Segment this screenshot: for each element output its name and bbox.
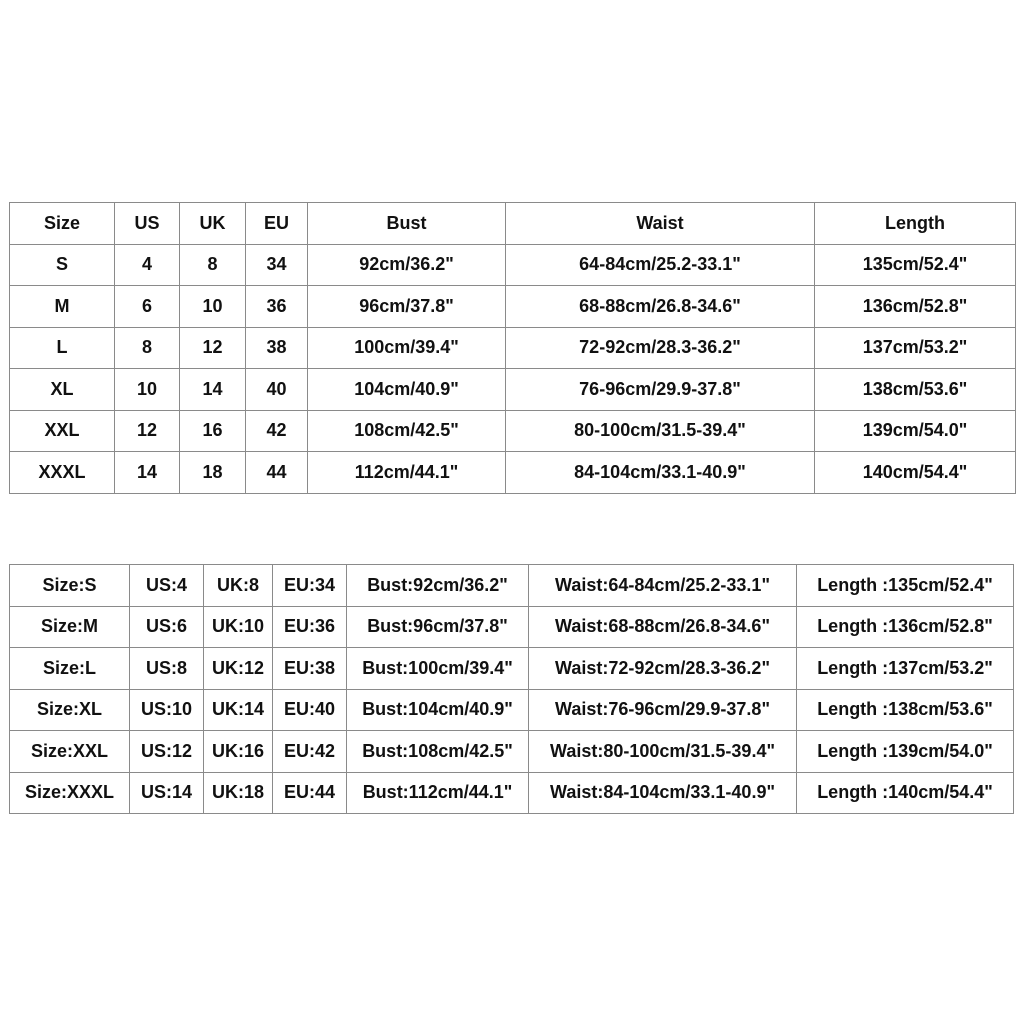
header-us: US — [115, 203, 180, 245]
cell-size: Size:XL — [10, 689, 130, 731]
cell-eu: EU:44 — [273, 772, 347, 814]
cell-length: 136cm/52.8" — [815, 286, 1016, 328]
header-size: Size — [10, 203, 115, 245]
cell-bust: 112cm/44.1" — [308, 452, 506, 494]
cell-eu: 44 — [246, 452, 308, 494]
cell-size: Size:L — [10, 648, 130, 690]
cell-uk: 8 — [180, 244, 246, 286]
header-length: Length — [815, 203, 1016, 245]
cell-us: US:12 — [130, 731, 204, 773]
cell-us: US:10 — [130, 689, 204, 731]
cell-us: 10 — [115, 369, 180, 411]
cell-size: XXL — [10, 410, 115, 452]
cell-bust: 108cm/42.5" — [308, 410, 506, 452]
cell-waist: 64-84cm/25.2-33.1" — [506, 244, 815, 286]
cell-uk: UK:14 — [204, 689, 273, 731]
cell-length: 135cm/52.4" — [815, 244, 1016, 286]
cell-size: Size:S — [10, 565, 130, 607]
cell-size: M — [10, 286, 115, 328]
cell-uk: UK:16 — [204, 731, 273, 773]
cell-waist: 68-88cm/26.8-34.6" — [506, 286, 815, 328]
cell-bust: Bust:112cm/44.1" — [347, 772, 529, 814]
table-row — [10, 606, 1014, 648]
cell-length: Length :140cm/54.4" — [797, 772, 1014, 814]
cell-us: US:14 — [130, 772, 204, 814]
table-row — [10, 410, 1016, 452]
cell-us: 14 — [115, 452, 180, 494]
cell-eu: EU:36 — [273, 606, 347, 648]
header-bust: Bust — [308, 203, 506, 245]
table-row — [10, 772, 1014, 814]
cell-us: US:4 — [130, 565, 204, 607]
cell-waist: Waist:72-92cm/28.3-36.2" — [529, 648, 797, 690]
header-uk: UK — [180, 203, 246, 245]
table-row — [10, 369, 1016, 411]
cell-size: L — [10, 327, 115, 369]
cell-bust: Bust:108cm/42.5" — [347, 731, 529, 773]
cell-waist: 84-104cm/33.1-40.9" — [506, 452, 815, 494]
labeled-size-chart-table — [9, 564, 1014, 814]
cell-eu: 38 — [246, 327, 308, 369]
cell-size: S — [10, 244, 115, 286]
cell-uk: UK:8 — [204, 565, 273, 607]
cell-uk: 14 — [180, 369, 246, 411]
cell-eu: EU:34 — [273, 565, 347, 607]
table-row — [10, 327, 1016, 369]
cell-eu: EU:42 — [273, 731, 347, 773]
cell-waist: Waist:84-104cm/33.1-40.9" — [529, 772, 797, 814]
header-waist: Waist — [506, 203, 815, 245]
cell-size: XL — [10, 369, 115, 411]
cell-waist: 76-96cm/29.9-37.8" — [506, 369, 815, 411]
cell-us: 8 — [115, 327, 180, 369]
cell-size: Size:XXXL — [10, 772, 130, 814]
cell-bust: Bust:100cm/39.4" — [347, 648, 529, 690]
cell-bust: 104cm/40.9" — [308, 369, 506, 411]
cell-bust: 100cm/39.4" — [308, 327, 506, 369]
cell-size: Size:M — [10, 606, 130, 648]
cell-us: 6 — [115, 286, 180, 328]
cell-uk: 18 — [180, 452, 246, 494]
table-row — [10, 689, 1014, 731]
cell-eu: 36 — [246, 286, 308, 328]
table-row — [10, 286, 1016, 328]
cell-length: 139cm/54.0" — [815, 410, 1016, 452]
cell-waist: 80-100cm/31.5-39.4" — [506, 410, 815, 452]
cell-uk: 10 — [180, 286, 246, 328]
cell-uk: UK:10 — [204, 606, 273, 648]
cell-us: US:8 — [130, 648, 204, 690]
table-row — [10, 452, 1016, 494]
cell-bust: 96cm/37.8" — [308, 286, 506, 328]
cell-length: Length :139cm/54.0" — [797, 731, 1014, 773]
table-row — [10, 731, 1014, 773]
header-eu: EU — [246, 203, 308, 245]
cell-waist: Waist:76-96cm/29.9-37.8" — [529, 689, 797, 731]
cell-waist: Waist:80-100cm/31.5-39.4" — [529, 731, 797, 773]
table-row — [10, 648, 1014, 690]
cell-length: 138cm/53.6" — [815, 369, 1016, 411]
cell-length: Length :135cm/52.4" — [797, 565, 1014, 607]
size-chart-table — [9, 202, 1016, 494]
cell-waist: Waist:64-84cm/25.2-33.1" — [529, 565, 797, 607]
cell-uk: UK:18 — [204, 772, 273, 814]
cell-us: 4 — [115, 244, 180, 286]
cell-us: 12 — [115, 410, 180, 452]
table-row — [10, 565, 1014, 607]
cell-bust: Bust:92cm/36.2" — [347, 565, 529, 607]
cell-length: Length :138cm/53.6" — [797, 689, 1014, 731]
cell-eu: 34 — [246, 244, 308, 286]
cell-uk: 12 — [180, 327, 246, 369]
cell-us: US:6 — [130, 606, 204, 648]
header-row — [10, 203, 1016, 245]
cell-size: Size:XXL — [10, 731, 130, 773]
cell-waist: 72-92cm/28.3-36.2" — [506, 327, 815, 369]
cell-uk: UK:12 — [204, 648, 273, 690]
cell-eu: EU:40 — [273, 689, 347, 731]
cell-bust: Bust:104cm/40.9" — [347, 689, 529, 731]
table-row — [10, 244, 1016, 286]
cell-size: XXXL — [10, 452, 115, 494]
cell-length: Length :137cm/53.2" — [797, 648, 1014, 690]
cell-length: Length :136cm/52.8" — [797, 606, 1014, 648]
cell-length: 140cm/54.4" — [815, 452, 1016, 494]
cell-eu: EU:38 — [273, 648, 347, 690]
cell-eu: 42 — [246, 410, 308, 452]
cell-uk: 16 — [180, 410, 246, 452]
cell-bust: Bust:96cm/37.8" — [347, 606, 529, 648]
cell-eu: 40 — [246, 369, 308, 411]
cell-length: 137cm/53.2" — [815, 327, 1016, 369]
cell-bust: 92cm/36.2" — [308, 244, 506, 286]
cell-waist: Waist:68-88cm/26.8-34.6" — [529, 606, 797, 648]
